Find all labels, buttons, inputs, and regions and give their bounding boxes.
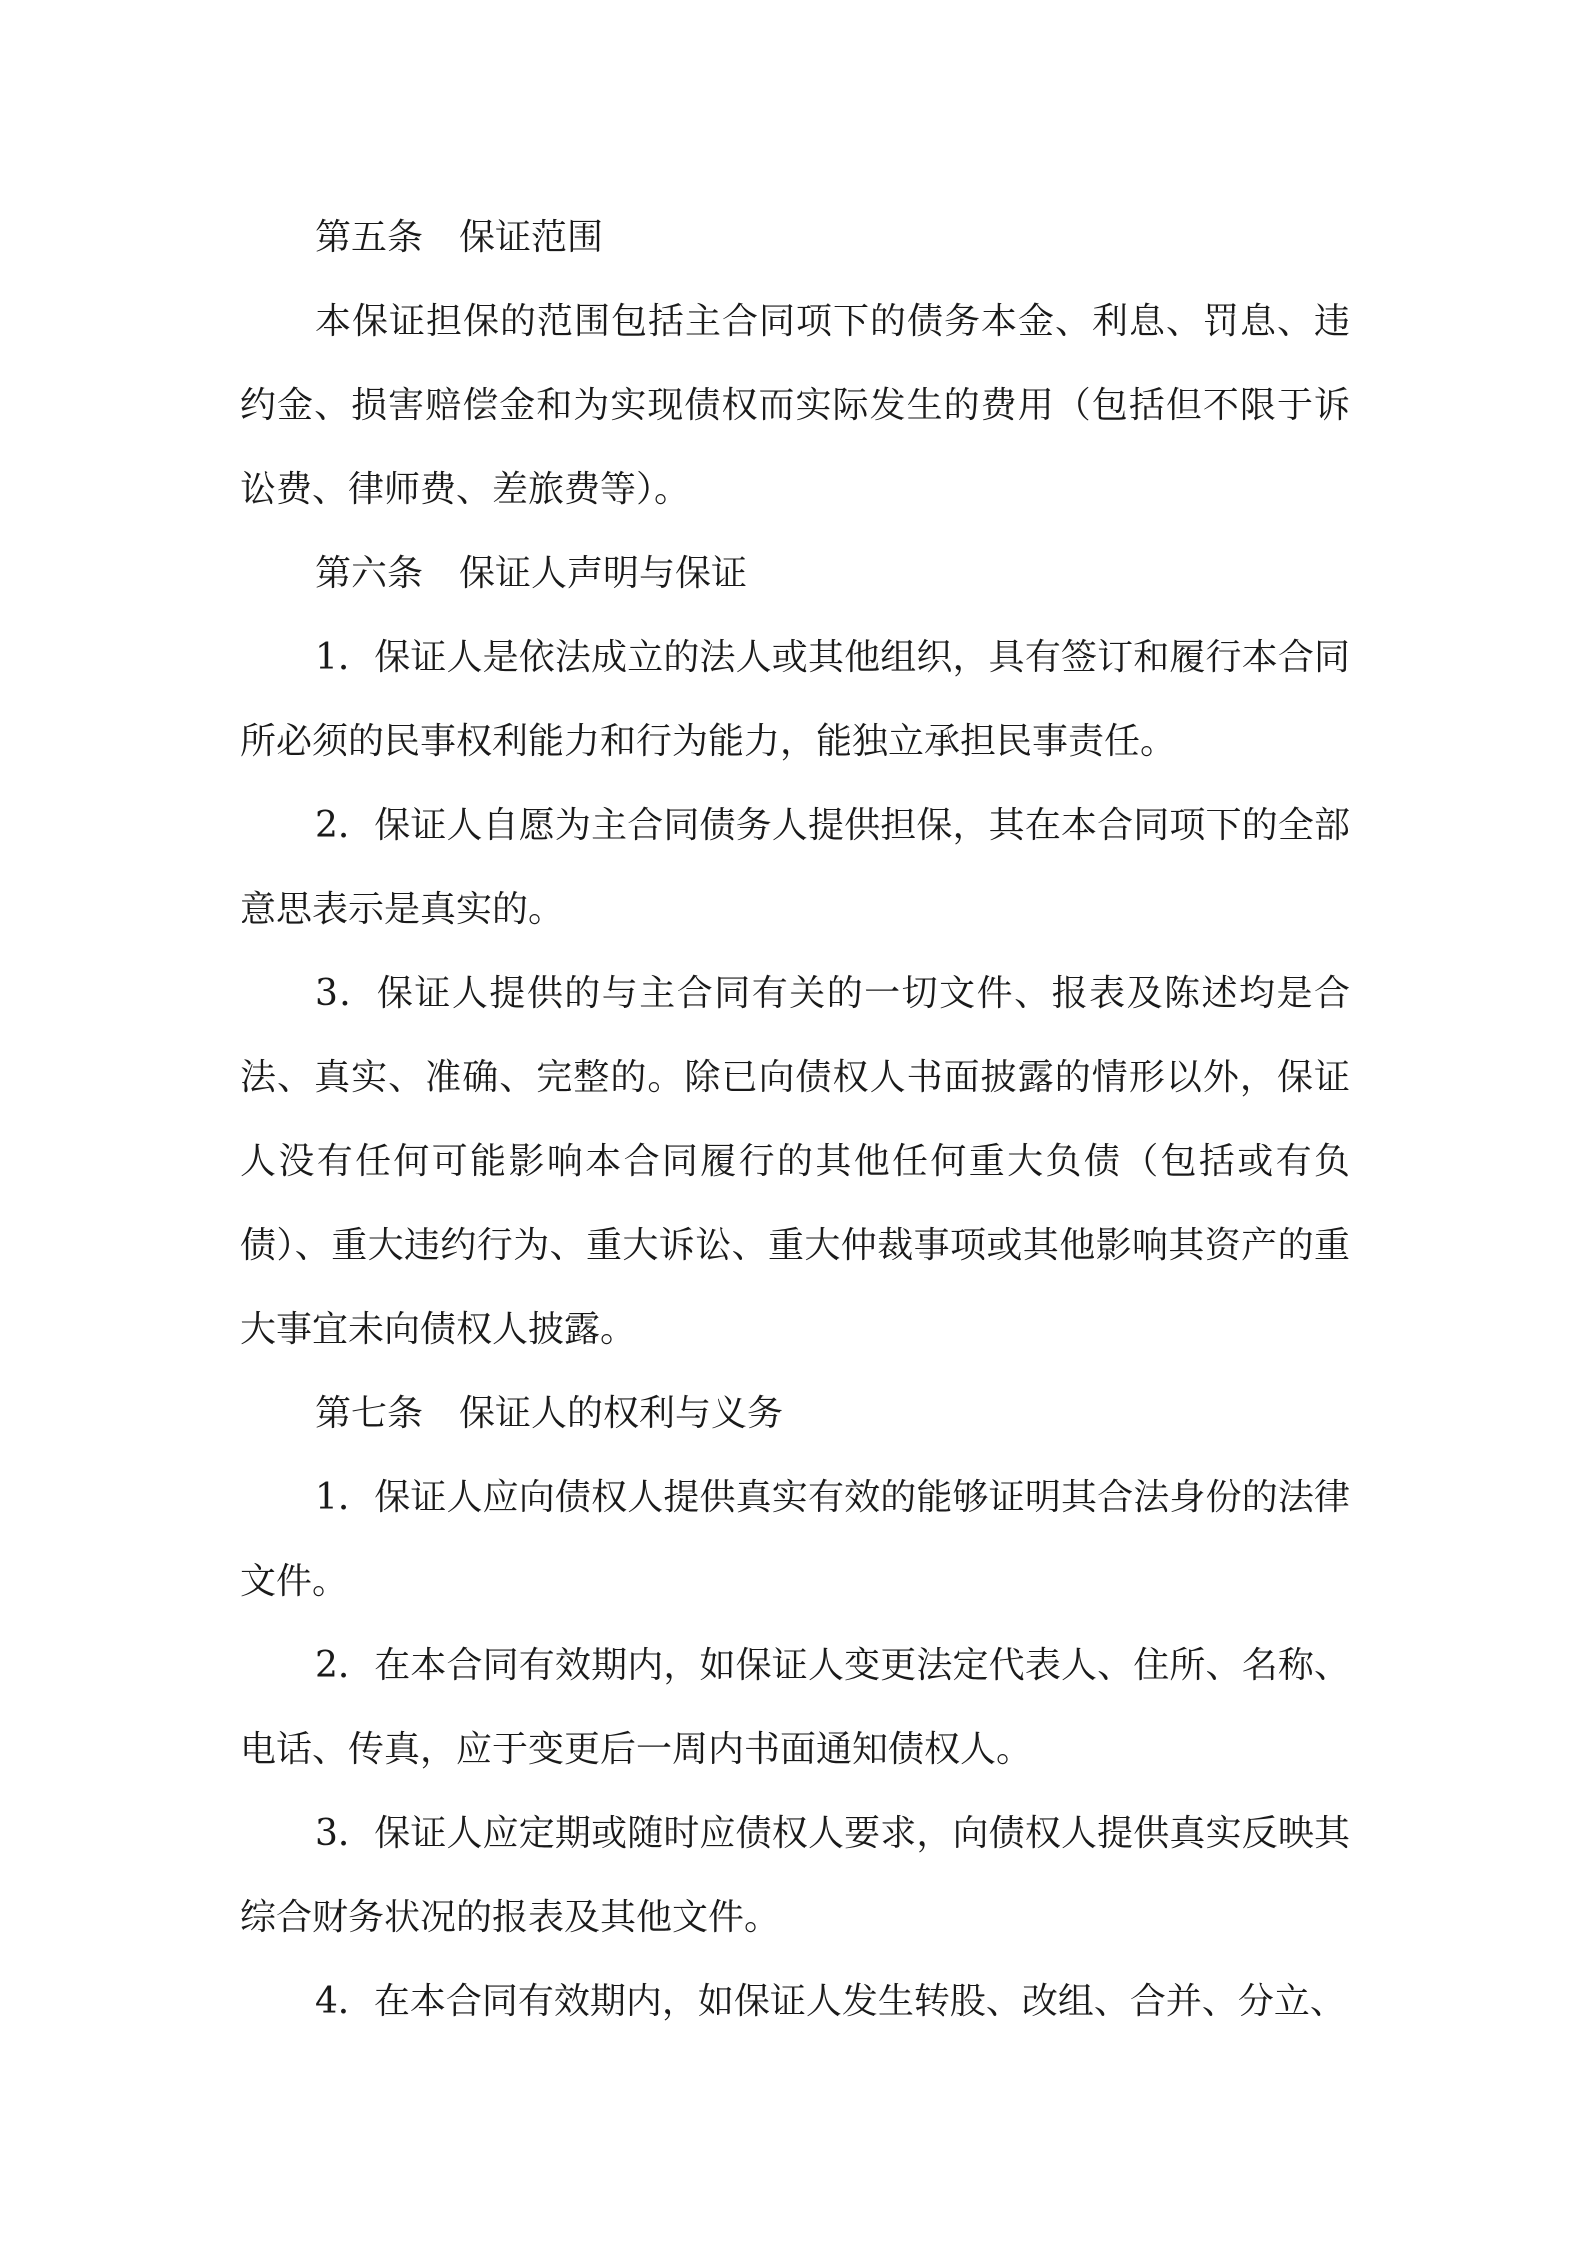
section-heading: 第六条 保证人声明与保证	[315, 553, 748, 594]
clause-paragraph: 1．保证人是依法成立的法人或其他组织，具有签订和履行本合同所必须的民事权利能力和行为能力，能独立承担民事责任。	[240, 637, 1350, 762]
section-heading: 第五条 保证范围	[315, 217, 604, 258]
clause-paragraph: 1．保证人应向债权人提供真实有效的能够证明其合法身份的法律文件。	[240, 1477, 1350, 1602]
clause-paragraph: 4．在本合同有效期内，如保证人发生转股、改组、合并、分立、	[315, 1981, 1346, 2022]
section-heading: 第七条 保证人的权利与义务	[315, 1393, 784, 1434]
clause-paragraph: 2．在本合同有效期内，如保证人变更法定代表人、住所、名称、电话、传真，应于变更后一周内书面通知债权人。	[240, 1645, 1350, 1770]
clause-paragraph: 本保证担保的范围包括主合同项下的债务本金、利息、罚息、违约金、损害赔偿金和为实现债权而实际发生的费用（包括但不限于诉讼费、律师费、差旅费等）。	[240, 301, 1350, 510]
document-body	[240, 196, 1350, 2044]
clause-paragraph: 3．保证人应定期或随时应债权人要求，向债权人提供真实反映其综合财务状况的报表及其他文件。	[240, 1813, 1350, 1938]
clause-paragraph: 3．保证人提供的与主合同有关的一切文件、报表及陈述均是合法、真实、准确、完整的。除已向债权人书面披露的情形以外，保证人没有任何可能影响本合同履行的其他任何重大负债（包括或有负债）、重大违约行为、重大诉讼、重大仲裁事项或其他影响其资产的重大事宜未向债权人披露。	[240, 973, 1350, 1350]
clause-paragraph: 2．保证人自愿为主合同债务人提供担保，其在本合同项下的全部意思表示是真实的。	[240, 805, 1350, 930]
